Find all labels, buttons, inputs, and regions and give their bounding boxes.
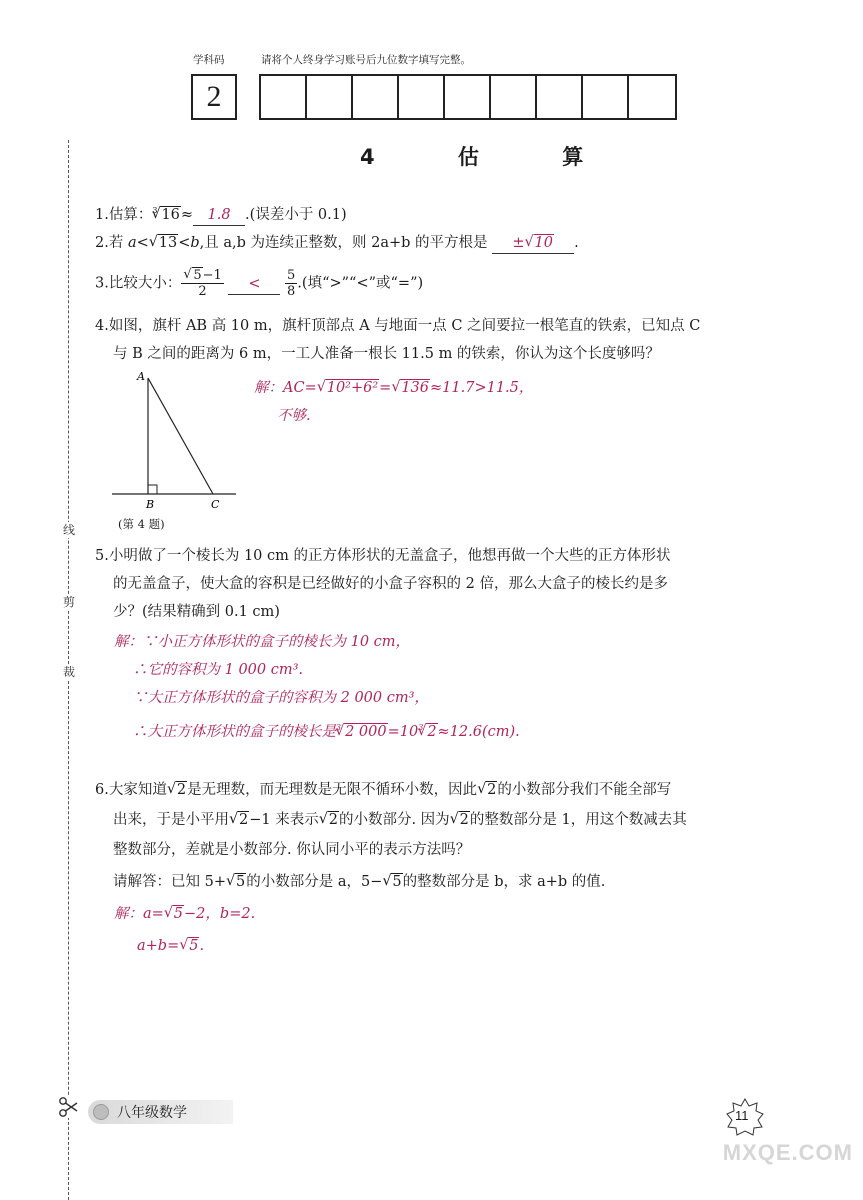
account-digit-cell[interactable]: [353, 76, 399, 118]
account-digit-boxes[interactable]: [259, 74, 677, 120]
cut-line-char: 裁: [60, 664, 78, 680]
q6-answer-line-2: a+b=√ 5.: [137, 936, 204, 956]
account-digit-cell[interactable]: [583, 76, 629, 118]
footer-badge-icon: [93, 1104, 109, 1120]
question-5-line-3: 少？(结果精确到 0.1 cm): [113, 604, 280, 620]
q2-text: ,且 a,b 为连续正整数，则 2a+b 的平方根是: [199, 235, 488, 251]
question-number: 1.: [95, 206, 109, 223]
cut-line-char: 剪: [60, 594, 78, 610]
question-5-line-1: 5.小明做了一个棱长为 10 cm 的正方体形状的无盖盒子，他想再做一个大些的正方体形状: [95, 548, 671, 564]
q5-answer-line-3: ∵大正方体形状的盒子的容积为 2 000 cm³，: [133, 690, 429, 706]
q5-answer-line-2: ∴它的容积为 1 000 cm³.: [133, 662, 304, 678]
question-6-line-2: 出来，于是小平用√ 2−1 来表示√ 2的小数部分. 因为√ 2的整数部分是 1，用这个数减去其: [113, 810, 687, 830]
section-title: 4 估 算: [360, 145, 622, 169]
question-number: 5.: [95, 548, 109, 564]
radical: √ 13: [149, 233, 178, 253]
question-number: 4.: [95, 318, 109, 334]
question-6-line-1: 6.大家知道√ 2是无理数，而无理数是无限不循环小数，因此√ 2的小数部分我们不能全部写: [95, 780, 671, 800]
root-index: 3: [152, 206, 158, 215]
account-digit-cell[interactable]: [537, 76, 583, 118]
question-number: 3.: [95, 275, 109, 292]
scissors-icon: [57, 1096, 79, 1118]
point-c-label: C: [211, 498, 220, 511]
q1-answer[interactable]: 1.8: [193, 205, 245, 226]
q5-answer-line-4: ∴大正方体形状的盒子的棱长是$^3$√ 2 $000=10^3√$ 2≈12.6(cm).: [133, 718, 520, 742]
question-1: 1.估算：$^3$√ 16≈ 1.8 .(误差小于 0.1): [95, 201, 347, 226]
question-4-line-2: 与 B 之间的距离为 6 m，一工人准备一根长 11.5 m 的铁索，你认为这个长度够吗？: [113, 346, 660, 362]
question-6-line-4: 请解答：已知 5+√ 5的小数部分是 a，5−√ 5的整数部分是 b，求 a+b 的值.: [113, 872, 605, 892]
footer-label: 八年级数学: [117, 1105, 187, 1121]
question-2: 2.若 a<√ 13<b,且 a,b 为连续正整数，则 2a+b 的平方根是 ±√ 10 .: [95, 233, 579, 254]
question-4-line-1: 4.如图，旗杆 AB 高 10 m，旗杆顶部点 A 与地面一点 C 之间要拉一根笔直的铁索，已知点 C: [95, 318, 701, 334]
watermark: MXQE.COM: [722, 1140, 853, 1165]
account-digit-cell[interactable]: [399, 76, 445, 118]
fraction: $\frac{5}{8}$: [287, 268, 296, 299]
question-5-line-2: 的无盖盒子，使大盒的容积是已经做好的小盒子容积的 2 倍，那么大盒子的棱长约是多: [113, 576, 668, 592]
q3-answer[interactable]: <: [228, 274, 280, 295]
account-digit-cell[interactable]: [445, 76, 491, 118]
subject-code-label: 学科码: [193, 54, 225, 66]
point-a-label: A: [137, 370, 145, 383]
fraction: √ $\frac{5-1}{2}$: [181, 268, 223, 299]
account-digit-cell[interactable]: [491, 76, 537, 118]
point-b-label: B: [146, 498, 155, 511]
subject-code-box: 2: [191, 74, 237, 120]
account-digit-cell[interactable]: [261, 76, 307, 118]
cut-line-char: 线: [60, 522, 78, 538]
figure-caption: (第 4 题): [118, 517, 165, 531]
q1-prefix: 估算：: [108, 206, 153, 223]
question-number: 6.: [95, 782, 109, 798]
question-6-line-3: 整数部分，差就是小数部分. 你认同小平的表示方法吗？: [113, 842, 471, 858]
account-digit-cell[interactable]: [629, 76, 675, 118]
flagpole-figure: [108, 364, 238, 514]
account-instruction: 请将个人终身学习账号后九位数字填写完整。: [261, 54, 471, 66]
q4-answer-line-2: 不够.: [277, 408, 311, 424]
question-number: 2.: [95, 235, 109, 251]
q5-answer-line-1: 解：∵小正方体形状的盒子的棱长为 10 cm，: [114, 634, 411, 650]
q1-suffix: .(误差小于 0.1): [245, 206, 347, 223]
account-digit-cell[interactable]: [307, 76, 353, 118]
page-number: 11: [735, 1108, 749, 1123]
radical: √ 16: [151, 205, 180, 225]
question-3: 3.比较大小： √ $\frac{5-1}{2}$ < $\frac{5}{8}$ .(填“>”“<”或“=”): [95, 268, 423, 299]
q2-answer[interactable]: ±√ 10: [492, 233, 574, 254]
q4-answer-line-1: 解：AC=√ 10²+6²=√ 136≈11.7>11.5，: [254, 378, 533, 398]
q6-answer-line-1: 解：a=√ 5−2，b=2.: [114, 904, 255, 924]
